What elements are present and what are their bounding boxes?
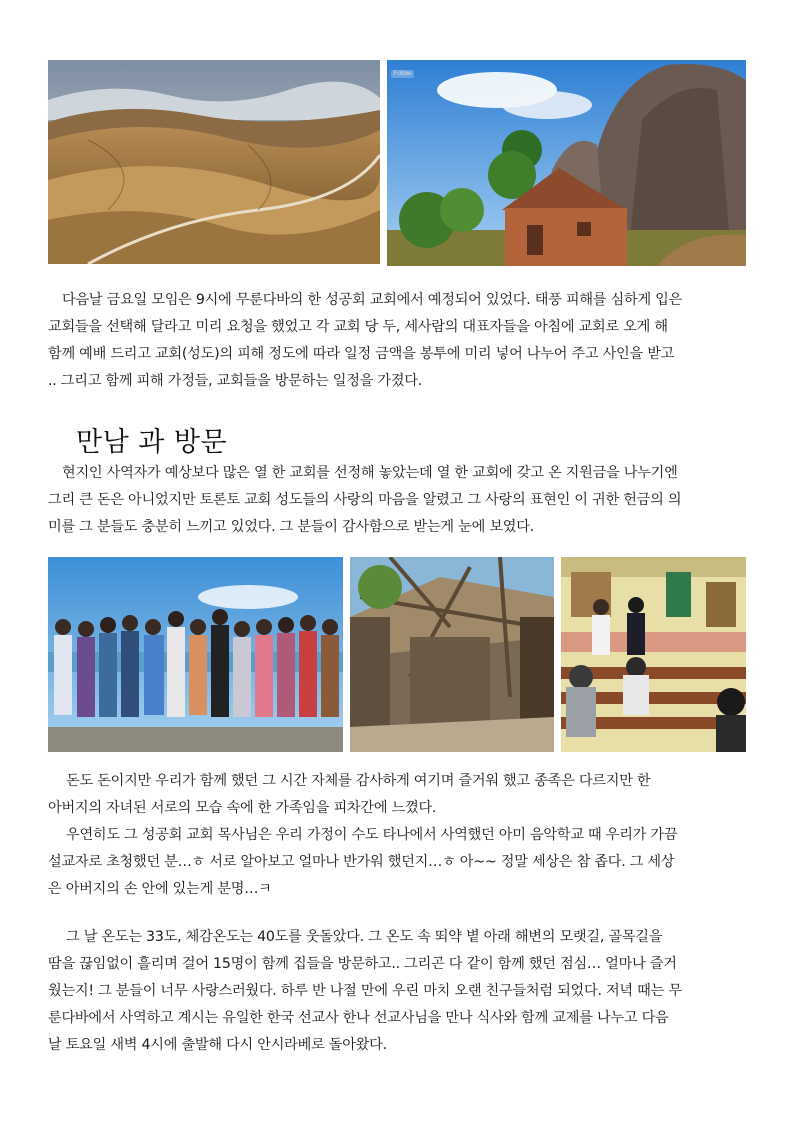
intro-line: 교회들을 선택해 달라고 미리 요청을 했었고 각 교회 당 두, 세사람의 대표자들을 아침에 교회로 오게 해: [48, 319, 668, 335]
reflection-line: 은 아버지의 손 안에 있는게 분명…ㅋ: [48, 881, 272, 897]
intro-line: 다음날 금요일 모임은 9시에 무룬다바의 한 성공회 교회에서 예정되어 있었다. 태풍 피해를 심하게 입은: [62, 292, 683, 308]
follow-label: Follow: [391, 70, 414, 78]
damaged-house-photo: [350, 557, 554, 752]
closing-line: 땀을 끊임없이 흘리며 걸어 15명이 함께 집들을 방문하고.. 그리곤 다 같이 함께 했던 점심… 얼마나 즐거: [48, 956, 677, 972]
intro-line: .. 그리고 함께 피해 가정들, 교회들을 방문하는 일정을 가졌다.: [48, 373, 423, 389]
reflection-line: 아버지의 자녀된 서로의 모습 속에 한 가족임을 피차간에 느꼈다.: [48, 800, 437, 816]
section-line: 미를 그 분들도 충분히 느끼고 있었다. 그 분들이 감사함으로 받는게 눈에 보였다.: [48, 519, 534, 535]
church-interior-photo: [561, 557, 746, 752]
section-line: 그리 큰 돈은 아니었지만 토론토 교회 성도들의 사랑의 마음을 알렸고 그 사랑의 표현인 이 귀한 헌금의 의: [48, 492, 682, 508]
intro-line: 함께 예배 드리고 교회(성도)의 피해 정도에 따라 일정 금액을 봉투에 미리 넣어 나누어 주고 사인을 받고: [48, 346, 675, 362]
intro-paragraph: [48, 287, 748, 395]
section-line: 현지인 사역자가 예상보다 많은 열 한 교회를 선정해 놓았는데 열 한 교회에 갖고 온 지원금을 나누기엔: [62, 465, 678, 481]
reflection-line: 설교자로 초청했던 분…ㅎ 서로 알아보고 얼마나 반가워 했던지…ㅎ 아~~ 정말 세상은 참 좁다. 그 세상: [48, 854, 675, 870]
reflection-paragraph: [48, 768, 748, 903]
closing-line: 룬다바에서 사역하고 계시는 유일한 한국 선교사 한나 선교사님을 만나 식사와 함께 교제를 나누고 다음: [48, 1010, 669, 1026]
section-paragraph: [48, 460, 748, 541]
closing-paragraph: [48, 924, 748, 1059]
closing-line: 웠는지! 그 분들이 너무 사랑스러웠다. 하루 반 나절 만에 우린 마치 오랜 친구들처럼 되었다. 저녁 때는 무: [48, 983, 682, 999]
closing-line: 그 날 온도는 33도, 체감온도는 40도를 웃돌았다. 그 온도 속 뙤약 볕 아래 해변의 모랫길, 골목길을: [66, 929, 663, 945]
reflection-line: 돈도 돈이지만 우리가 함께 했던 그 시간 자체를 감사하게 여기며 즐거워 했고 종족은 다르지만 한: [66, 773, 651, 789]
hills-landscape-photo: [48, 60, 380, 264]
reflection-line: 우연히도 그 성공회 교회 목사님은 우리 가정이 수도 타나에서 사역했던 아미 음악학교 때 우리가 가끔: [66, 827, 678, 843]
section-heading: 만남 과 방문: [76, 427, 228, 458]
rock-mountain-church-photo: [387, 60, 746, 266]
closing-line: 날 토요일 새벽 4시에 출발해 다시 안시라베로 돌아왔다.: [48, 1037, 387, 1053]
group-photo: [48, 557, 343, 752]
